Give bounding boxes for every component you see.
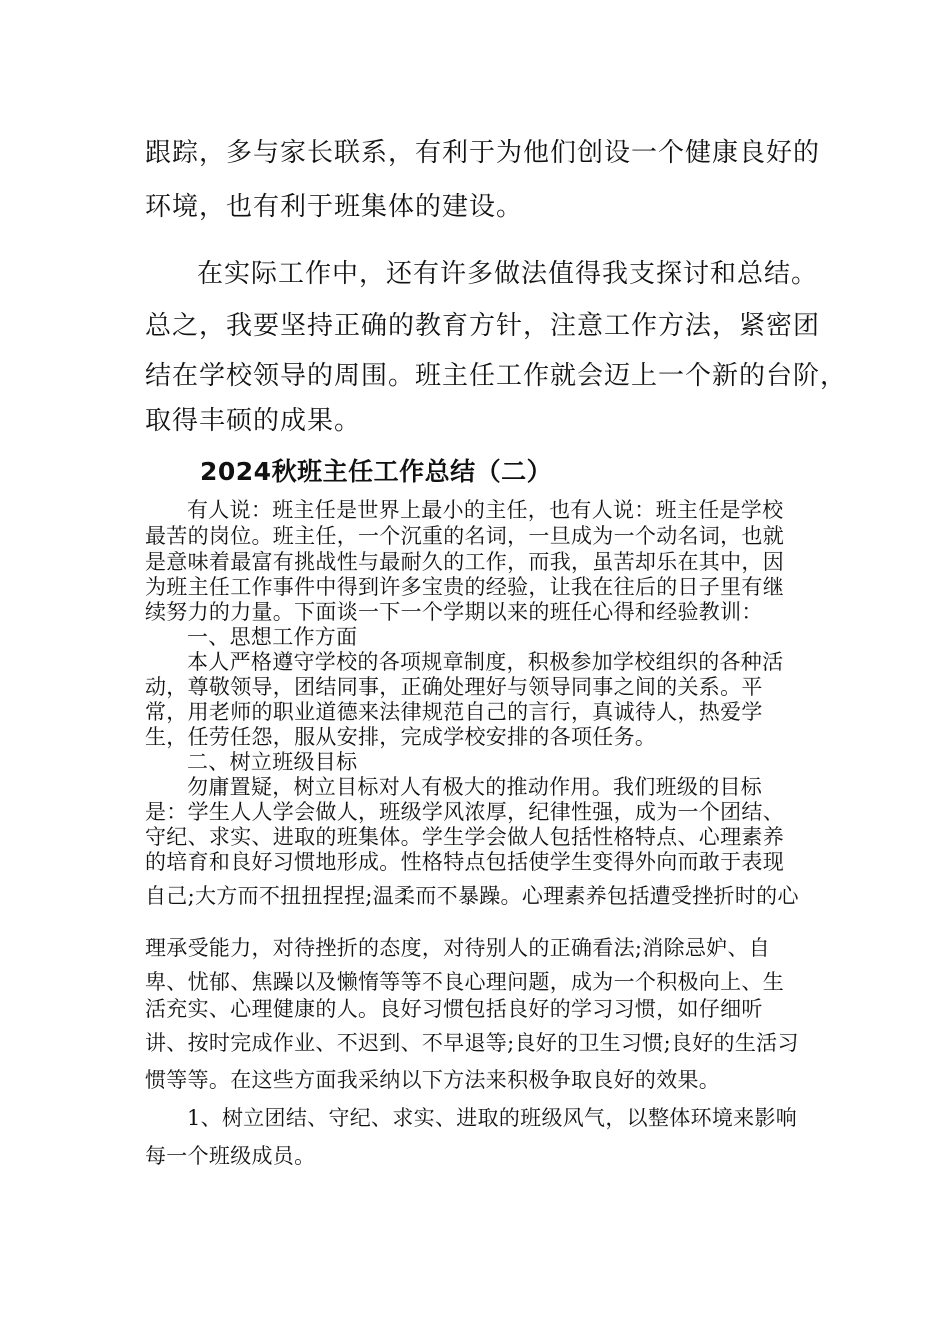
paragraph-line: 勿庸置疑，树立目标对人有极大的推动作用。我们班级的目标 — [187, 775, 763, 799]
paragraph-line: 的培育和良好习惯地形成。性格特点包括使学生变得外向而敢于表现 — [145, 850, 784, 874]
paragraph-line: 守纪、求实、进取的班集体。学生学会做人包括性格特点、心理素养 — [145, 825, 784, 849]
paragraph-line: 本人严格遵守学校的各项规章制度，积极参加学校组织的各种活 — [187, 650, 784, 674]
paragraph-line: 动，尊敬领导，团结同事，正确处理好与领导同事之间的关系。平 — [145, 675, 763, 699]
paragraph-line: 1、树立团结、守纪、求实、进取的班级风气，以整体环境来影响 — [187, 1106, 798, 1130]
paragraph-line: 讲、按时完成作业、不迟到、不早退等;良好的卫生习惯;良好的生活习 — [145, 1031, 799, 1055]
paragraph-line: 自己;大方而不扭扭捏捏;温柔而不暴躁。心理素养包括遭受挫折时的心 — [145, 884, 799, 908]
paragraph-line: 有人说：班主任是世界上最小的主任，也有人说：班主任是学校 — [187, 498, 784, 522]
paragraph-line: 活充实、心理健康的人。良好习惯包括良好的学习习惯，如仔细听 — [145, 997, 763, 1021]
paragraph-line: 取得丰硕的成果。 — [145, 406, 362, 436]
paragraph-line: 惯等等。在这些方面我采纳以下方法来积极争取良好的效果。 — [145, 1068, 721, 1092]
paragraph-line: 在实际工作中，还有许多做法值得我支探讨和总结。 — [197, 259, 819, 289]
paragraph-line: 是意味着最富有挑战性与最耐久的工作，而我，虽苦却乐在其中，因 — [145, 550, 784, 574]
paragraph-line: 理承受能力，对待挫折的态度，对待别人的正确看法;消除忌妒、自 — [145, 936, 771, 960]
paragraph-line: 总之，我要坚持正确的教育方针，注意工作方法，紧密团 — [145, 311, 821, 341]
section-title: 2024秋班主任工作总结（二） — [200, 457, 553, 486]
heading-line: 二、树立班级目标 — [187, 750, 358, 774]
paragraph-line: 常，用老师的职业道德来法律规范自己的言行，真诚待人，热爱学 — [145, 700, 763, 724]
paragraph-line: 环境，也有利于班集体的建设。 — [145, 192, 524, 222]
paragraph-line: 生，任劳任怨，服从安排，完成学校安排的各项任务。 — [145, 725, 657, 749]
paragraph-line: 续努力的力量。下面谈一下一个学期以来的班任心得和经验教训： — [145, 600, 763, 624]
paragraph-line: 卑、忧郁、焦躁以及懒惰等等不良心理问题，成为一个积极向上、生 — [145, 970, 784, 994]
paragraph-line: 是：学生人人学会做人，班级学风浓厚，纪律性强，成为一个团结、 — [145, 800, 784, 824]
paragraph-line: 每一个班级成员。 — [145, 1144, 316, 1168]
paragraph-line: 最苦的岗位。班主任，一个沉重的名词，一旦成为一个动名词，也就 — [145, 524, 784, 548]
paragraph-line: 跟踪，多与家长联系，有利于为他们创设一个健康良好的 — [145, 138, 821, 168]
heading-line: 一、思想工作方面 — [187, 625, 358, 649]
paragraph-line: 为班主任工作事件中得到许多宝贵的经验，让我在往后的日子里有继 — [145, 575, 784, 599]
paragraph-line: 结在学校领导的周围。班主任工作就会迈上一个新的台阶， — [145, 361, 848, 391]
